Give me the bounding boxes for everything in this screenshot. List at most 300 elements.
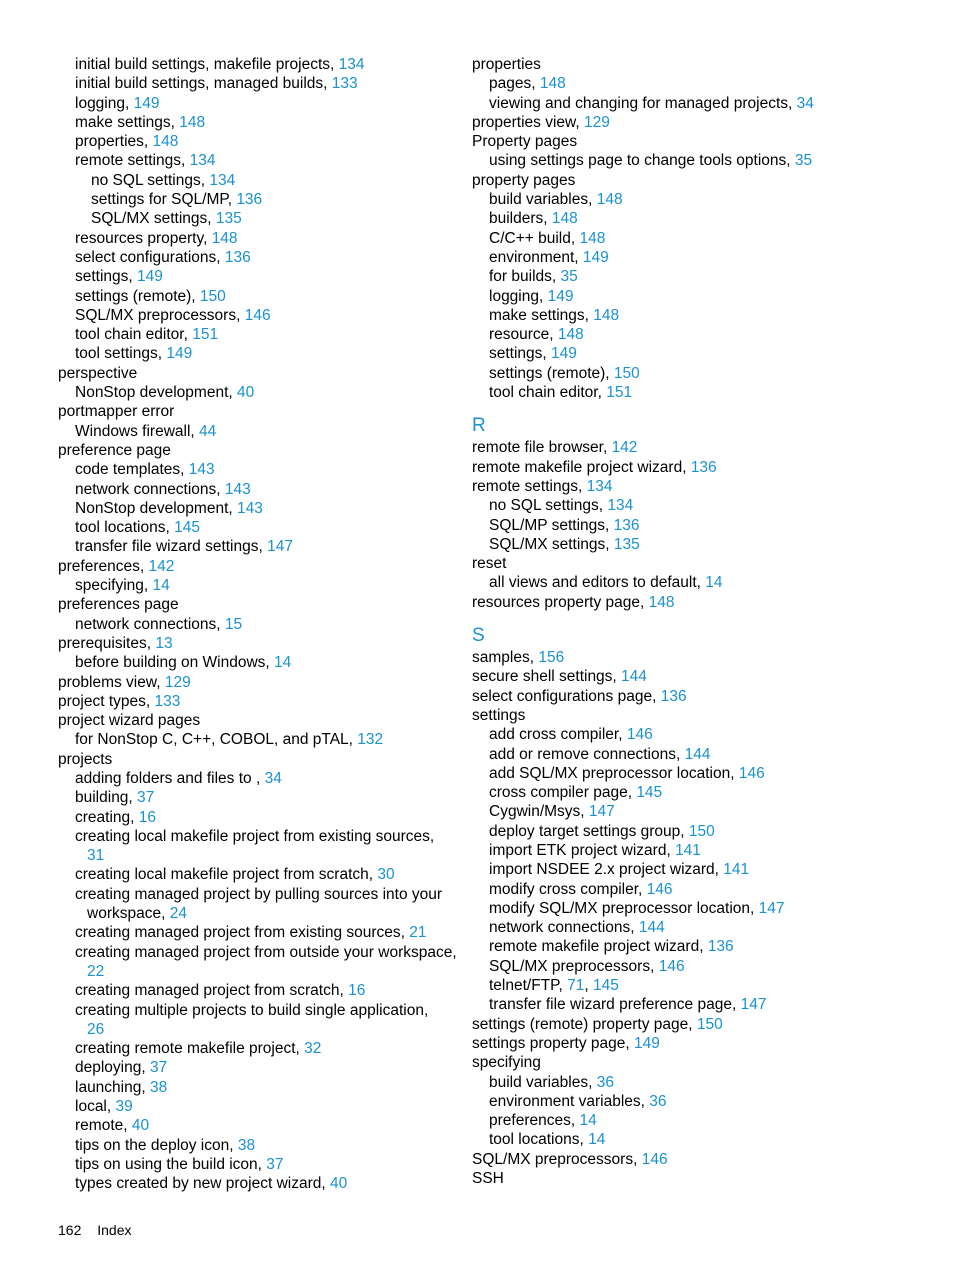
page-link[interactable]: 35 (560, 268, 578, 286)
page-link[interactable]: 14 (705, 574, 723, 592)
index-term: SQL/MX preprocessors, (489, 957, 659, 975)
index-entry (472, 1034, 912, 1053)
page-link[interactable]: 150 (688, 822, 715, 840)
page-link[interactable]: 30 (377, 866, 395, 884)
index-entry (58, 1097, 458, 1116)
index-term: preferences page (58, 596, 179, 614)
page-link[interactable]: 150 (613, 364, 640, 382)
index-term: settings (remote), (489, 364, 614, 382)
page-link[interactable]: 136 (224, 248, 251, 266)
index-entry (472, 74, 912, 93)
page-link[interactable]: 134 (338, 56, 365, 73)
page-link[interactable]: 146 (646, 880, 673, 898)
page-link[interactable]: 146 (658, 957, 685, 975)
index-term: environment, (489, 248, 583, 266)
page-link[interactable]: 141 (723, 861, 750, 879)
index-term: no SQL settings, (91, 171, 210, 189)
index-term: Windows firewall, (75, 422, 200, 440)
index-term: building, (75, 789, 138, 807)
page-link[interactable]: 150 (696, 1015, 723, 1033)
page-link[interactable]: 149 (582, 248, 609, 266)
index-term: tool settings, (75, 345, 167, 363)
index-term: select configurations, (75, 248, 225, 266)
index-term: Cygwin/Msys, (489, 803, 589, 821)
index-entry (58, 865, 458, 884)
index-entry (472, 496, 912, 515)
index-entry (472, 151, 912, 170)
page-link[interactable]: 149 (166, 345, 193, 363)
index-entry (58, 402, 458, 421)
index-entry (58, 1155, 458, 1174)
index-term: specifying, (75, 577, 153, 595)
index-entry (58, 673, 458, 692)
index-term: settings for SQL/MP, (91, 191, 237, 209)
index-term: SQL/MX settings, (91, 210, 216, 228)
index-term: NonStop development, (75, 499, 237, 517)
index-term: workspace, (87, 905, 170, 923)
page-link[interactable]: 129 (584, 113, 610, 131)
index-entry (58, 827, 458, 846)
page-number: 162 (58, 1222, 82, 1238)
index-term: transfer file wizard settings, (75, 538, 268, 556)
index-entry (58, 1001, 458, 1020)
index-entry (58, 74, 458, 93)
index-entry (58, 1174, 458, 1193)
index-entry (472, 667, 912, 686)
index-term: SQL/MP settings, (489, 516, 614, 534)
index-term: for builds, (489, 268, 561, 286)
page-link[interactable]: 148 (152, 133, 179, 151)
index-term: property pages (472, 171, 576, 189)
index-term: resources property, (75, 229, 212, 247)
index-entry (58, 904, 458, 923)
page-link[interactable]: 34 (796, 94, 814, 112)
index-term: build variables, (489, 191, 597, 209)
index-term: creating managed project from existing sources, (75, 924, 410, 942)
index-term: settings property page, (472, 1034, 634, 1052)
index-entry (472, 1073, 912, 1092)
index-term: adding folders and files to , (75, 769, 265, 787)
index-term: creating managed project by pulling sources into your (75, 885, 443, 903)
page-link[interactable]: 13 (155, 634, 173, 652)
index-term: perspective (58, 364, 138, 382)
index-entry (58, 808, 458, 827)
index-entry (58, 518, 458, 537)
page-link[interactable]: 148 (579, 229, 606, 247)
page-link[interactable]: 14 (588, 1131, 606, 1149)
index-term: viewing and changing for managed projects, (489, 94, 797, 112)
page-link[interactable]: 143 (237, 499, 263, 517)
index-entry (58, 788, 458, 807)
page-link[interactable]: 136 (707, 938, 734, 956)
index-entry (58, 499, 458, 518)
page-link[interactable]: 136 (236, 191, 263, 209)
page-link[interactable]: 156 (538, 649, 565, 667)
index-term: modify SQL/MX preprocessor location, (489, 899, 759, 917)
index-term: telnet/FTP, (489, 977, 568, 995)
index-term: builders, (489, 210, 552, 228)
index-term: deploying, (75, 1059, 150, 1077)
page-link[interactable]: 26 (87, 1020, 105, 1038)
page-link[interactable]: 150 (199, 287, 226, 305)
index-entry (58, 344, 458, 363)
index-entry (58, 653, 458, 672)
page-link[interactable]: 15 (224, 615, 243, 633)
index-term: add SQL/MX preprocessor location, (489, 764, 739, 782)
index-entry (58, 576, 458, 595)
page-link[interactable]: 38 (149, 1078, 168, 1096)
index-entry (58, 1136, 458, 1155)
index-term: SQL/MX settings, (489, 535, 614, 553)
index-term: logging, (489, 287, 548, 305)
index-entry (58, 846, 458, 865)
page-link[interactable]: 40 (237, 384, 255, 402)
index-term: remote settings, (472, 477, 587, 495)
index-term: before building on Windows, (75, 654, 275, 672)
index-entry (58, 634, 458, 653)
index-entry (58, 1116, 458, 1135)
index-entry (58, 460, 458, 479)
index-entry (472, 1130, 912, 1149)
index-entry (472, 764, 912, 783)
index-entry (472, 1015, 912, 1034)
index-term: tool chain editor, (489, 384, 607, 402)
page-link[interactable]: 147 (758, 899, 785, 917)
index-entry (472, 783, 912, 802)
page-link[interactable]: 40 (131, 1117, 150, 1135)
page-link[interactable]: 14 (152, 577, 170, 595)
index-entry (472, 573, 912, 592)
index-entry (472, 516, 912, 535)
index-entry (58, 190, 458, 209)
index-term: initial build settings, managed builds, (75, 75, 332, 93)
page-link[interactable]: 148 (557, 326, 584, 344)
page-link[interactable]: 133 (331, 75, 358, 93)
index-term: remote makefile project wizard, (472, 458, 691, 476)
index-entry (472, 1092, 912, 1111)
index-entry (472, 957, 912, 976)
index-term: secure shell settings, (472, 668, 622, 686)
page-link[interactable]: 129 (164, 673, 191, 691)
index-entry (472, 458, 912, 477)
page-link[interactable]: 136 (660, 687, 687, 705)
index-entry (58, 981, 458, 1000)
index-entry (472, 267, 912, 286)
index-term: preference page (58, 441, 171, 459)
page-link[interactable]: 134 (607, 497, 634, 515)
index-entry (472, 976, 912, 995)
index-term: reset (472, 555, 507, 573)
index-term: add cross compiler, (489, 726, 627, 744)
index-entry (472, 325, 912, 344)
index-entry (472, 1053, 912, 1072)
page-link[interactable]: 134 (586, 477, 613, 495)
index-entry (58, 287, 458, 306)
index-term: local, (75, 1098, 116, 1116)
page-link[interactable]: 145 (593, 977, 619, 995)
index-entry (472, 745, 912, 764)
index-term: settings (remote) property page, (472, 1015, 697, 1033)
index-term: SQL/MX preprocessors, (75, 306, 245, 324)
page-link[interactable]: 134 (209, 171, 236, 189)
index-term: remote settings, (75, 152, 190, 170)
index-letter-heading: S (472, 625, 485, 647)
page-link[interactable]: 149 (137, 268, 163, 286)
index-term: network connections, (75, 480, 225, 498)
index-term: projects (58, 750, 113, 768)
page-link[interactable]: 24 (169, 905, 187, 923)
index-entry (472, 937, 912, 956)
index-term: creating remote makefile project, (75, 1040, 305, 1058)
index-term: settings (remote), (75, 287, 200, 305)
page-link[interactable]: 148 (551, 210, 578, 228)
index-entry (472, 841, 912, 860)
index-entry (472, 918, 912, 937)
page-footer (58, 1222, 144, 1238)
index-entry (58, 151, 458, 170)
index-entry (472, 383, 912, 402)
index-entry (58, 306, 458, 325)
index-term: settings, (489, 345, 552, 363)
page-link[interactable]: 37 (149, 1059, 168, 1077)
index-term: add or remove connections, (489, 745, 685, 763)
index-entry (58, 692, 458, 711)
index-term: settings (472, 706, 526, 724)
page-link[interactable]: 147 (588, 803, 615, 821)
index-entry (58, 209, 458, 228)
page-link[interactable]: 36 (596, 1073, 614, 1091)
index-entry (58, 711, 458, 730)
index-term: project wizard pages (58, 712, 201, 730)
index-entry (472, 113, 912, 132)
index-term: make settings, (75, 113, 180, 131)
page-link[interactable]: 132 (357, 731, 384, 749)
page-link[interactable]: 141 (675, 841, 701, 859)
index-entry (472, 132, 912, 151)
index-term: network connections, (75, 615, 225, 633)
page-link[interactable]: 143 (188, 461, 215, 479)
index-entry (58, 885, 458, 904)
page-link[interactable]: 16 (138, 808, 157, 826)
index-entry (472, 438, 912, 457)
page-link[interactable]: 148 (539, 75, 566, 93)
page-link[interactable]: 147 (740, 996, 767, 1014)
index-term: specifying (472, 1054, 541, 1072)
index-term: problems view, (58, 673, 165, 691)
index-column-right (472, 55, 912, 1188)
index-term: preferences, (489, 1112, 580, 1130)
index-term: import ETK project wizard, (489, 841, 676, 859)
page-link[interactable]: 149 (634, 1034, 660, 1052)
page-link[interactable]: 44 (199, 422, 217, 440)
index-entry (472, 1111, 912, 1130)
index-entry (472, 1169, 912, 1188)
index-term: select configurations page, (472, 687, 661, 705)
index-term: network connections, (489, 919, 639, 937)
page-link[interactable]: 21 (409, 924, 427, 942)
section-name: Index (97, 1222, 132, 1238)
index-entry (472, 94, 912, 113)
index-entry (472, 725, 912, 744)
index-entry (472, 209, 912, 228)
page-link[interactable]: 136 (690, 458, 717, 476)
index-entry (58, 480, 458, 499)
page-link[interactable]: 32 (304, 1040, 322, 1058)
index-term: NonStop development, (75, 384, 237, 402)
page-link[interactable]: 134 (189, 152, 216, 170)
index-term: launching, (75, 1078, 150, 1096)
index-term: for NonStop C, C++, COBOL, and pTAL, (75, 731, 358, 749)
index-term: C/C++ build, (489, 229, 580, 247)
index-entry (472, 802, 912, 821)
page-link[interactable]: 148 (593, 306, 620, 324)
index-term: logging, (75, 94, 134, 112)
index-entry (58, 325, 458, 344)
index-term: import NSDEE 2.x project wizard, (489, 861, 724, 879)
page-link[interactable]: 148 (211, 229, 238, 247)
index-entry (472, 593, 912, 612)
page-link[interactable]: 142 (148, 557, 175, 575)
index-term: SQL/MX preprocessors, (472, 1150, 642, 1168)
index-term: all views and editors to default, (489, 574, 706, 592)
index-entry (58, 422, 458, 441)
index-entry (472, 171, 912, 190)
page-link[interactable]: 135 (215, 210, 242, 228)
page-link[interactable]: 149 (547, 287, 574, 305)
index-term: code templates, (75, 461, 189, 479)
page-link[interactable]: 16 (348, 982, 366, 1000)
page-link[interactable]: 37 (266, 1155, 284, 1173)
page-link[interactable]: 148 (179, 113, 206, 131)
index-entry (58, 595, 458, 614)
index-term: properties (472, 56, 541, 73)
page-separator: , (584, 977, 593, 995)
index-entry (472, 1150, 912, 1169)
index-entry (58, 615, 458, 634)
index-entry (472, 344, 912, 363)
page-link[interactable]: 31 (87, 847, 105, 865)
index-term: creating managed project from outside your workspace, (75, 943, 457, 961)
page-link[interactable]: 133 (154, 692, 181, 710)
index-term: samples, (472, 649, 539, 667)
page-link[interactable]: 149 (551, 345, 577, 363)
index-entry (58, 1058, 458, 1077)
page-link[interactable]: 37 (137, 789, 155, 807)
index-term: modify cross compiler, (489, 880, 647, 898)
page-link[interactable]: 142 (611, 439, 638, 457)
index-entry (472, 899, 912, 918)
page-link[interactable]: 136 (613, 516, 640, 534)
page-link[interactable]: 144 (684, 745, 711, 763)
index-entry (58, 383, 458, 402)
page-link[interactable]: 151 (192, 326, 219, 344)
index-term: using settings page to change tools options, (489, 152, 795, 170)
index-term: initial build settings, makefile projects, (75, 56, 339, 73)
page-link[interactable]: 14 (274, 654, 292, 672)
index-term: portmapper error (58, 403, 175, 421)
page-link[interactable]: 22 (87, 962, 105, 980)
index-term: tips on the deploy icon, (75, 1136, 238, 1154)
index-entry (472, 229, 912, 248)
index-entry (472, 860, 912, 879)
index-term: transfer file wizard preference page, (489, 996, 741, 1014)
index-term: deploy target settings group, (489, 822, 689, 840)
index-term: Property pages (472, 133, 578, 151)
page-link[interactable]: 143 (224, 480, 251, 498)
index-term: resources property page, (472, 593, 649, 611)
index-entry (472, 706, 912, 725)
index-term: creating managed project from scratch, (75, 982, 349, 1000)
index-term: build variables, (489, 1073, 597, 1091)
index-entry (58, 537, 458, 556)
index-term: project types, (58, 692, 155, 710)
index-term: prerequisites, (58, 634, 156, 652)
index-term: tool locations, (75, 519, 175, 537)
page-link[interactable]: 34 (264, 769, 282, 787)
index-term: creating, (75, 808, 139, 826)
index-entry (58, 171, 458, 190)
index-entry (472, 477, 912, 496)
index-entry (472, 822, 912, 841)
index-column-left (58, 55, 458, 1194)
index-term: properties, (75, 133, 153, 151)
page-link[interactable]: 148 (648, 593, 675, 611)
index-entry (58, 1078, 458, 1097)
index-entry (472, 880, 912, 899)
index-entry (58, 248, 458, 267)
page-link[interactable]: 146 (738, 764, 765, 782)
page-link[interactable]: 144 (621, 668, 647, 686)
page-link[interactable]: 148 (596, 191, 623, 209)
index-letter-heading: R (472, 415, 486, 437)
index-term: no SQL settings, (489, 497, 608, 515)
page-link[interactable]: 149 (133, 94, 160, 112)
page-link[interactable]: 40 (330, 1175, 348, 1193)
index-entry (58, 943, 458, 962)
page-link[interactable]: 14 (579, 1112, 597, 1130)
page-link[interactable]: 38 (237, 1136, 256, 1154)
index-term: remote file browser, (472, 439, 612, 457)
page-link[interactable]: 145 (636, 784, 663, 802)
index-entry (58, 769, 458, 788)
index-entry (472, 55, 912, 74)
page-link[interactable]: 144 (638, 919, 665, 937)
page-link[interactable]: 71 (567, 977, 585, 995)
index-term: tool chain editor, (75, 326, 193, 344)
index-term: remote, (75, 1117, 132, 1135)
index-entry (472, 995, 912, 1014)
index-entry (58, 229, 458, 248)
index-entry (58, 113, 458, 132)
page-link[interactable]: 135 (613, 535, 640, 553)
page-link[interactable]: 35 (794, 152, 813, 170)
index-entry (58, 557, 458, 576)
index-entry (472, 364, 912, 383)
page-link[interactable]: 146 (626, 726, 653, 744)
page-link[interactable]: 151 (606, 384, 633, 402)
page-link[interactable]: 39 (115, 1098, 133, 1116)
page-link[interactable]: 146 (641, 1150, 668, 1168)
index-entry (58, 94, 458, 113)
page-link[interactable]: 36 (649, 1092, 667, 1110)
index-term: make settings, (489, 306, 594, 324)
page-link[interactable]: 147 (267, 538, 293, 556)
page-link[interactable]: 145 (174, 519, 200, 537)
index-entry (58, 132, 458, 151)
index-entry (472, 687, 912, 706)
page-link[interactable]: 146 (244, 306, 271, 324)
index-term: tips on using the build icon, (75, 1155, 267, 1173)
